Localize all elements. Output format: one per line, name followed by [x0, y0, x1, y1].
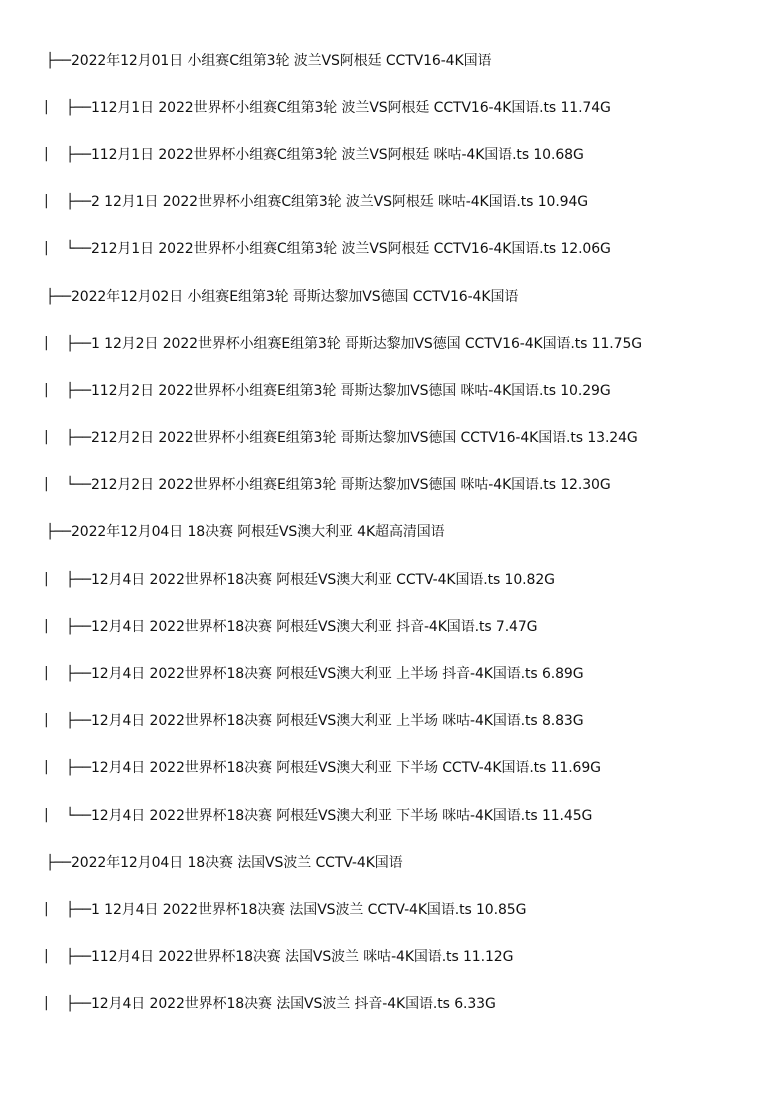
file-row — [0, 83, 780, 130]
tree-branch-line: | — [44, 145, 49, 162]
file-row — [0, 744, 780, 791]
file-row — [0, 602, 780, 649]
tree-branch-line: | — [44, 381, 49, 398]
file-row — [0, 178, 780, 225]
tree-branch-line: | — [44, 759, 49, 776]
file-name: ├──12月4日 2022世界杯18决赛 阿根廷VS澳大利亚 下半场 CCTV-4K国语.ts 11.69G — [66, 760, 601, 777]
file-name: ├──112月1日 2022世界杯小组赛C组第3轮 波兰VS阿根廷 CCTV16-4K国语.ts 11.74G — [66, 99, 611, 116]
file-row — [0, 130, 780, 177]
tree-branch-line: | — [44, 948, 49, 965]
tree-branch-line: | — [44, 900, 49, 917]
file-row — [0, 555, 780, 602]
file-name: ├──2 12月1日 2022世界杯小组赛C组第3轮 波兰VS阿根廷 咪咕-4K国语.ts 10.94G — [66, 194, 589, 211]
tree-branch-line: | — [44, 334, 49, 351]
file-name: ├──112月2日 2022世界杯小组赛E组第3轮 哥斯达黎加VS德国 咪咕-4K国语.ts 10.29G — [66, 382, 611, 399]
folder-name: ├──2022年12月02日 小组赛E组第3轮 哥斯达黎加VS德国 CCTV16-4K国语 — [46, 288, 519, 305]
file-row — [0, 366, 780, 413]
tree-branch-line: | — [44, 617, 49, 634]
tree-branch-line: | — [44, 240, 49, 257]
file-name: ├──1 12月4日 2022世界杯18决赛 法国VS波兰 CCTV-4K国语.ts 10.85G — [66, 901, 527, 918]
file-name: ├──12月4日 2022世界杯18决赛 法国VS波兰 抖音-4K国语.ts 6.33G — [66, 996, 496, 1013]
file-tree-listing — [0, 36, 780, 1027]
file-row — [0, 791, 780, 838]
file-row — [0, 225, 780, 272]
tree-branch-line: | — [44, 712, 49, 729]
file-name: └──212月1日 2022世界杯小组赛C组第3轮 波兰VS阿根廷 CCTV16-4K国语.ts 12.06G — [66, 241, 611, 258]
tree-branch-line: | — [44, 98, 49, 115]
folder-row — [0, 508, 780, 555]
file-row — [0, 885, 780, 932]
file-row — [0, 461, 780, 508]
tree-branch-line: | — [44, 476, 49, 493]
tree-branch-line: | — [44, 193, 49, 210]
file-row — [0, 697, 780, 744]
tree-branch-line: | — [44, 570, 49, 587]
file-row — [0, 980, 780, 1027]
file-name: ├──1 12月2日 2022世界杯小组赛E组第3轮 哥斯达黎加VS德国 CCTV16-4K国语.ts 11.75G — [66, 335, 643, 352]
folder-row — [0, 36, 780, 83]
file-name: ├──112月1日 2022世界杯小组赛C组第3轮 波兰VS阿根廷 咪咕-4K国语.ts 10.68G — [66, 146, 584, 163]
file-name: └──212月2日 2022世界杯小组赛E组第3轮 哥斯达黎加VS德国 咪咕-4K国语.ts 12.30G — [66, 477, 611, 494]
file-name: ├──12月4日 2022世界杯18决赛 阿根廷VS澳大利亚 上半场 抖音-4K国语.ts 6.89G — [66, 666, 584, 683]
file-row — [0, 649, 780, 696]
tree-branch-line: | — [44, 665, 49, 682]
file-name: ├──12月4日 2022世界杯18决赛 阿根廷VS澳大利亚 抖音-4K国语.ts 7.47G — [66, 618, 538, 635]
file-name: ├──12月4日 2022世界杯18决赛 阿根廷VS澳大利亚 CCTV-4K国语.ts 10.82G — [66, 571, 555, 588]
file-row — [0, 933, 780, 980]
file-row — [0, 319, 780, 366]
file-row — [0, 414, 780, 461]
tree-branch-line: | — [44, 429, 49, 446]
tree-branch-line: | — [44, 995, 49, 1012]
file-name: ├──112月4日 2022世界杯18决赛 法国VS波兰 咪咕-4K国语.ts 11.12G — [66, 949, 514, 966]
folder-row — [0, 272, 780, 319]
folder-name: ├──2022年12月01日 小组赛C组第3轮 波兰VS阿根廷 CCTV16-4K国语 — [46, 52, 492, 69]
folder-row — [0, 838, 780, 885]
folder-name: ├──2022年12月04日 18决赛 阿根廷VS澳大利亚 4K超高清国语 — [46, 524, 445, 541]
folder-name: ├──2022年12月04日 18决赛 法国VS波兰 CCTV-4K国语 — [46, 854, 403, 871]
file-name: └──12月4日 2022世界杯18决赛 阿根廷VS澳大利亚 下半场 咪咕-4K国语.ts 11.45G — [66, 807, 593, 824]
file-name: ├──12月4日 2022世界杯18决赛 阿根廷VS澳大利亚 上半场 咪咕-4K国语.ts 8.83G — [66, 713, 584, 730]
tree-branch-line: | — [44, 806, 49, 823]
file-name: ├──212月2日 2022世界杯小组赛E组第3轮 哥斯达黎加VS德国 CCTV16-4K国语.ts 13.24G — [66, 430, 638, 447]
